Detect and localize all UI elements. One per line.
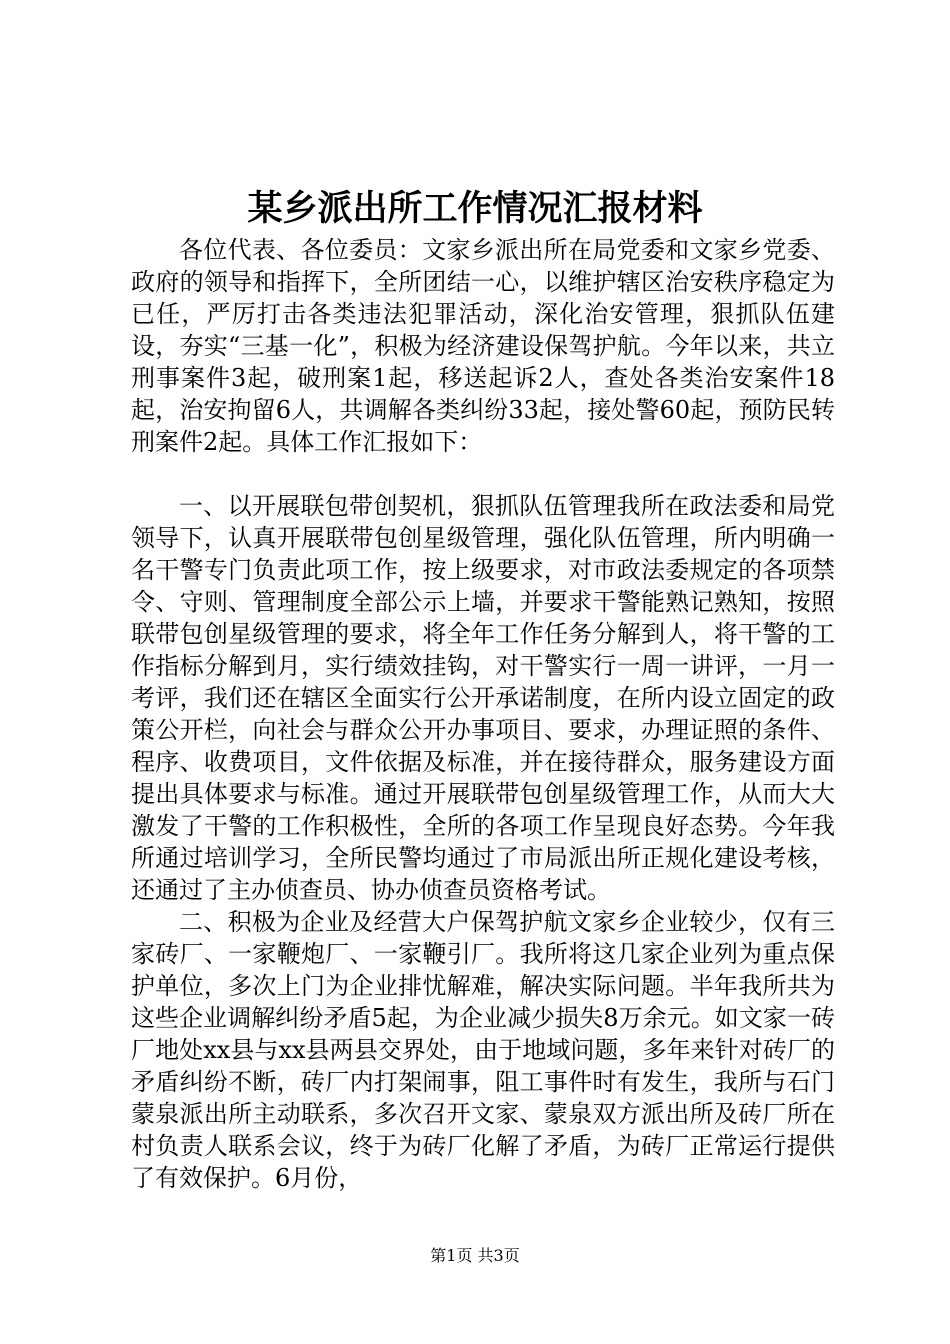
paragraph-section-2: 二、积极为企业及经营大户保驾护航文家乡企业较少，仅有三家砖厂、一家鞭炮厂、一家鞭引厂。我所将这几家企业列为重点保护单位，多次上门为企业排忧解难，解决实际问题。半年我所共为这些企业调解纠纷矛盾5起，为企业减少损失8万余元。如文家一砖厂地处xx县与xx县两县交界处，由于地域问题，多年来针对砖厂的矛盾纠纷不断，砖厂内打架闹事，阻工事件时有发生，我所与石门蒙泉派出所主动联系，多次召开文家、蒙泉双方派出所及砖厂所在村负责人联系会议，终于为砖厂化解了矛盾，为砖厂正常运行提供了有效保护。6月份， (131, 908, 835, 1192)
paragraph-spacer (131, 458, 835, 490)
paragraph-intro: 各位代表、各位委员：文家乡派出所在局党委和文家乡党委、政府的领导和指挥下，全所团结一心，以维护辖区治安秩序稳定为已任，严厉打击各类违法犯罪活动，深化治安管理，狠抓队伍建设，夯实“三基一化”，积极为经济建设保驾护航。今年以来，共立刑事案件3起，破刑案1起，移送起诉2人，查处各类治安案件18起，治安拘留6人，共调解各类纠纷33起，接处警60起，预防民转刑案件2起。具体工作汇报如下： (131, 236, 835, 456)
document-body (131, 234, 835, 1194)
paragraph-section-1: 一、以开展联包带创契机，狠抓队伍管理我所在政法委和局党领导下，认真开展联带包创星级管理，强化队伍管理，所内明确一名干警专门负责此项工作，按上级要求，对市政法委规定的各项禁令、守则、管理制度全部公示上墙，并要求干警能熟记熟知，按照联带包创星级管理的要求，将全年工作任务分解到人，将干警的工作指标分解到月，实行绩效挂钩，对干警实行一周一讲评，一月一考评，我们还在辖区全面实行公开承诺制度，在所内设立固定的政策公开栏，向社会与群众公开办事项目、要求，办理证照的条件、程序、收费项目，文件依据及标准，并在接待群众，服务建设方面提出具体要求与标准。通过开展联带包创星级管理工作，从而大大激发了干警的工作积极性，全所的各项工作呈现良好态势。今年我所通过培训学习，全所民警均通过了市局派出所正规化建设考核，还通过了主办侦查员、协办侦查员资格考试。 (131, 492, 835, 904)
document-title: 某乡派出所工作情况汇报材料 (247, 188, 703, 229)
page-footer: 第1页 共3页 (430, 1246, 520, 1265)
